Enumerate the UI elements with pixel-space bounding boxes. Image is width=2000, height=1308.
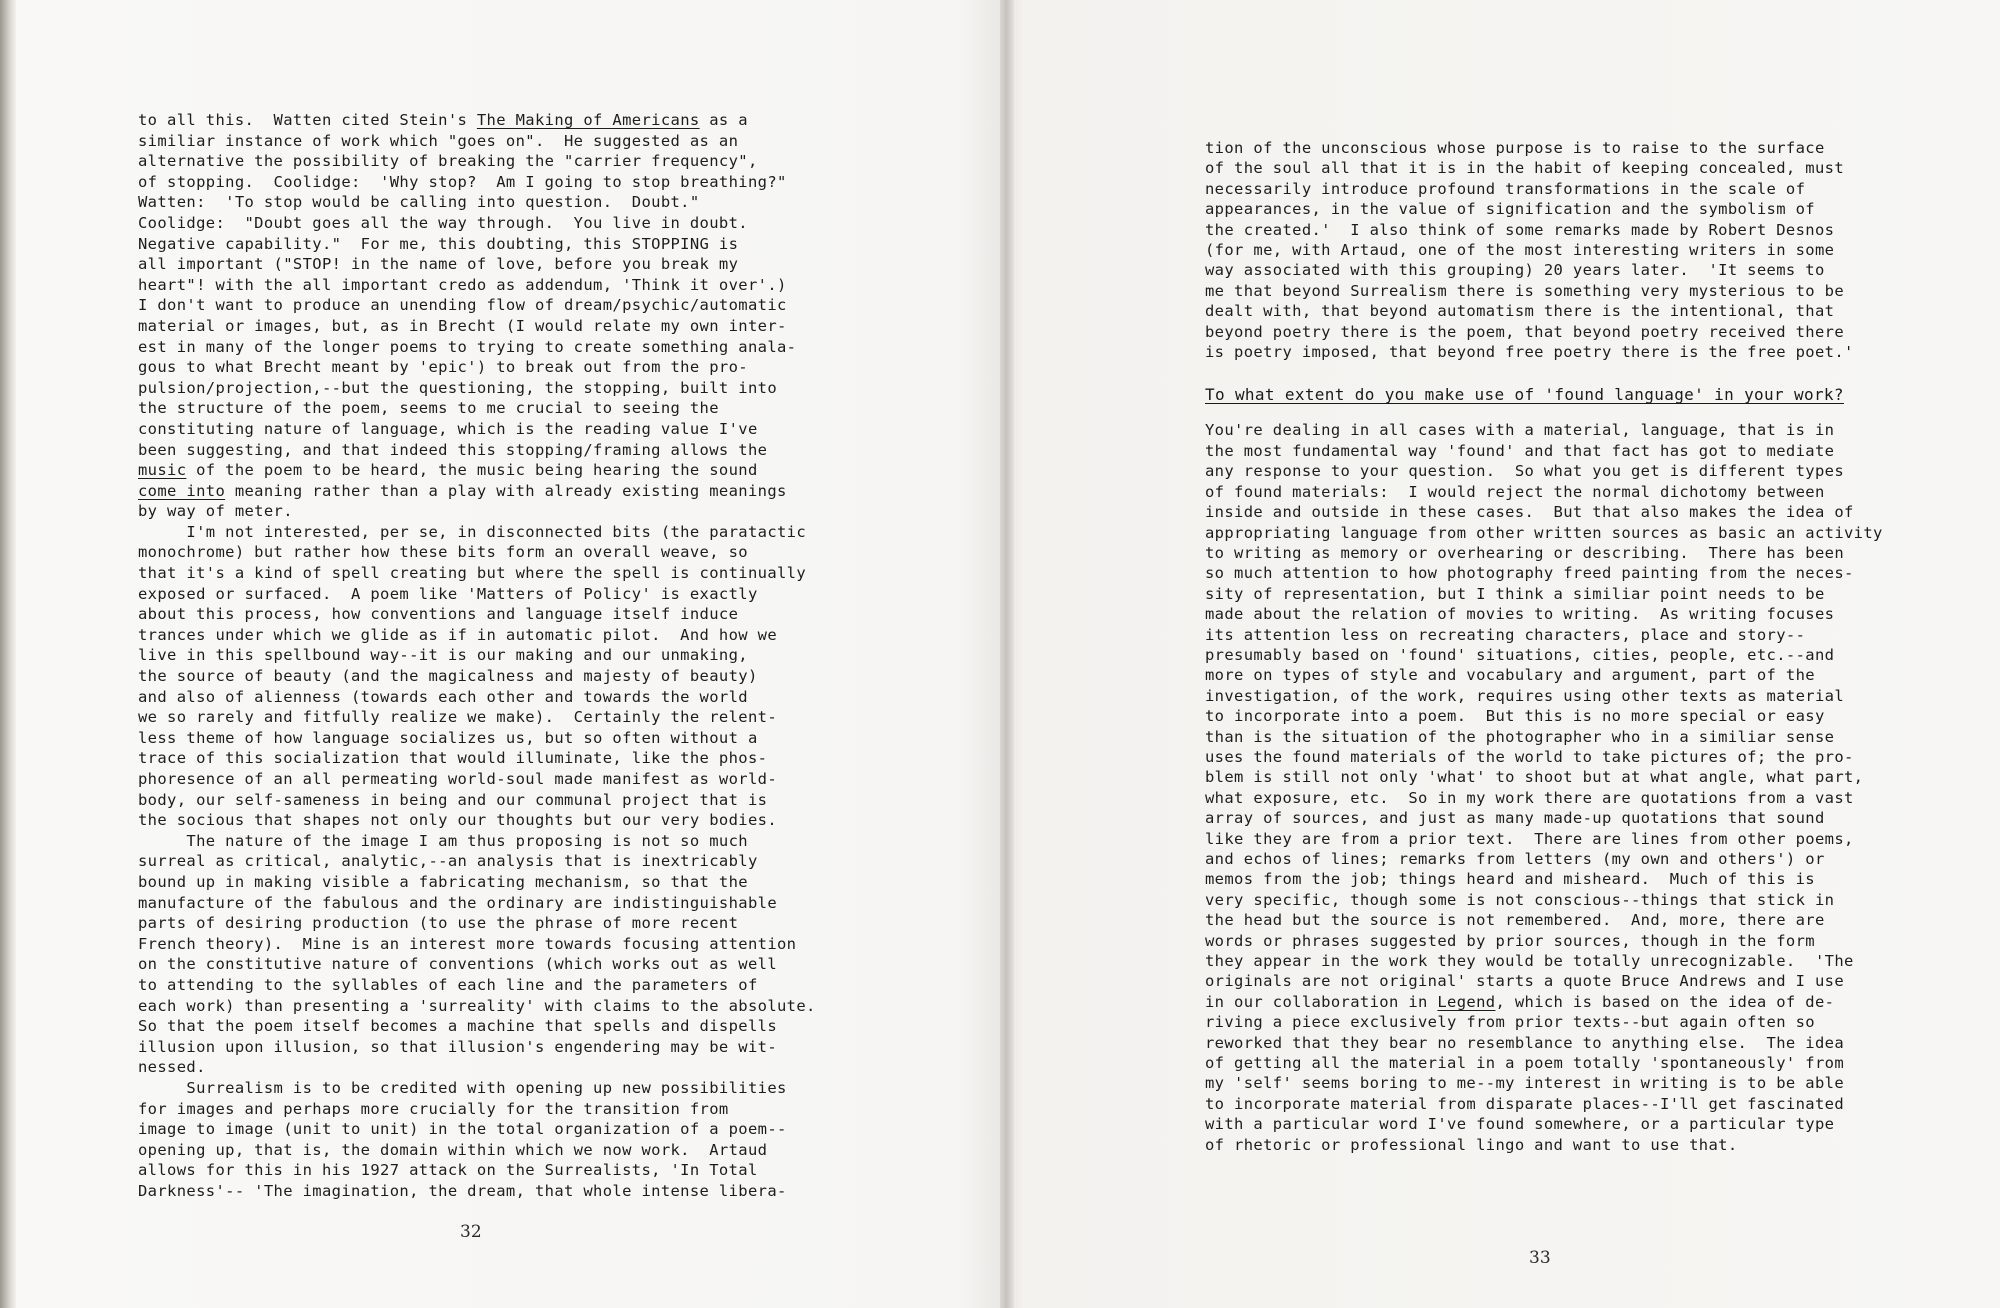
book-edge (0, 0, 16, 1308)
text-line: nessed. (138, 1058, 206, 1077)
text-line: like they are from a prior text. There are lines from other poems, (1205, 829, 1854, 848)
text-line: parts of desiring production (to use the phrase of more recent (138, 914, 739, 933)
page-number-left: 32 (460, 1222, 482, 1242)
text-line: any response to your question. So what you get is different types (1205, 462, 1844, 481)
text-line: alternative the possibility of breaking the "carrier frequency", (138, 152, 758, 171)
text-line: by way of meter. (138, 502, 293, 521)
text-line: all important ("STOP! in the name of love, before you break my (138, 255, 739, 274)
text-line: inside and outside in these cases. But that also makes the idea of (1205, 503, 1854, 522)
text-line: surreal as critical, analytic,--an analysis that is inextricably (138, 852, 758, 871)
left-page (138, 110, 858, 1201)
text-line: riving a piece exclusively from prior texts--but again often so (1205, 1013, 1815, 1032)
text-line: allows for this in his 1927 attack on the Surrealists, 'In Total (138, 1161, 758, 1180)
text-line: the head but the source is not remembered. And, more, there are (1205, 911, 1825, 930)
text-line: very specific, though some is not conscious--things that stick in (1205, 890, 1835, 909)
text-line: less theme of how language socializes us, but so often without a (138, 728, 758, 747)
text-line: est in many of the longer poems to trying to create something anala- (138, 337, 797, 356)
text-line: similiar instance of work which "goes on". He suggested as an (138, 131, 739, 150)
text-line: they appear in the work they would be totally unrecognizable. 'The (1205, 952, 1854, 971)
text-line: for images and perhaps more crucially for the transition from (138, 1099, 729, 1118)
text-line: to all this. Watten cited Stein's The Making of Americans as a (138, 111, 748, 129)
text-line: the structure of the poem, seems to me crucial to seeing the (138, 399, 719, 418)
text-line: constituting nature of language, which is the reading value I've (138, 419, 758, 438)
underlined-title: come into (138, 481, 226, 500)
text-line: investigation, of the work, requires using other texts as material (1205, 686, 1844, 705)
text-line: been suggesting, and that indeed this stopping/framing allows the (138, 440, 768, 459)
text-line: words or phrases suggested by prior sources, though in the form (1205, 931, 1815, 950)
underlined-title: The Making of Americans (476, 111, 700, 129)
text-line: reworked that they bear no resemblance to anything else. The idea (1205, 1033, 1844, 1052)
text-line: trances under which we glide as if in automatic pilot. And how we (138, 625, 777, 644)
text-line: to attending to the syllables of each line and the parameters of (138, 975, 758, 994)
text-line: so much attention to how photography freed painting from the neces- (1205, 564, 1854, 583)
underlined-title: music (138, 461, 187, 480)
text-line: on the constitutive nature of conventions (which works out as well (138, 955, 777, 974)
text-line: gous to what Brecht meant by 'epic') to break out from the pro- (138, 358, 748, 377)
text-line: to incorporate material from disparate places--I'll get fascinated (1205, 1094, 1844, 1113)
text-line: opening up, that is, the domain within which we now work. Artaud (138, 1140, 768, 1159)
text-line: is poetry imposed, that beyond free poetry there is the free poet.' (1205, 343, 1854, 362)
text-line: image to image (unit to unit) in the total organization of a poem-- (138, 1120, 787, 1139)
text-line: made about the relation of movies to writing. As writing focuses (1205, 605, 1835, 624)
text-line: more on types of style and vocabulary and argument, part of the (1205, 666, 1815, 685)
text-line: me that beyond Surrealism there is something very mysterious to be (1205, 281, 1844, 300)
text-line: of rhetoric or professional lingo and want to use that. (1205, 1135, 1738, 1154)
text-line: presumably based on 'found' situations, cities, people, etc.--and (1205, 645, 1835, 664)
text-line: exposed or surfaced. A poem like 'Matters of Policy' is exactly (138, 584, 758, 603)
text-line: the socious that shapes not only our thoughts but our very bodies. (138, 811, 777, 830)
page-number-right: 33 (1529, 1248, 1551, 1268)
text-line: body, our self-sameness in being and our communal project that is (138, 790, 768, 809)
text-line: Negative capability." For me, this doubting, this STOPPING is (138, 234, 739, 253)
text-line: blem is still not only 'what' to shoot but at what angle, what part, (1205, 768, 1864, 787)
text-line: we so rarely and fitfully realize we make). Certainly the relent- (138, 708, 777, 727)
text-line: phoresence of an all permeating world-soul made manifest as world- (138, 770, 777, 788)
text-line: to writing as memory or overhearing or describing. There has been (1205, 543, 1844, 562)
text-line: the source of beauty (and the magicalness and majesty of beauty) (138, 667, 758, 686)
text-line: Coolidge: "Doubt goes all the way through. You live in doubt. (138, 213, 748, 232)
text-line: So that the poem itself becomes a machine that spells and dispells (138, 1017, 777, 1036)
text-line: Darkness'-- 'The imagination, the dream, that whole intense libera- (138, 1181, 787, 1200)
text-line: manufacture of the fabulous and the ordinary are indistinguishable (138, 893, 777, 912)
text-line: and also of alienness (towards each other and towards the world (138, 687, 748, 706)
interview-question: To what extent do you make use of 'found language' in your work? (1205, 385, 1844, 405)
text-line: with a particular word I've found somewhere, or a particular type (1205, 1115, 1835, 1134)
text-line: dealt with, that beyond automatism there is the intentional, that (1205, 302, 1835, 321)
text-line: You're dealing in all cases with a material, language, that is in (1205, 421, 1835, 440)
text-line: illusion upon illusion, so that illusion's engendering may be wit- (138, 1037, 777, 1056)
text-line: music of the poem to be heard, the music being hearing the sound (138, 461, 758, 480)
text-line: necessarily introduce profound transformations in the scale of (1205, 179, 1806, 198)
right-page-answer (1205, 420, 1965, 1155)
text-line: live in this spellbound way--it is our making and our unmaking, (138, 646, 748, 665)
text-line: Surrealism is to be credited with opening up new possibilities (138, 1078, 787, 1097)
text-line: the created.' I also think of some remarks made by Robert Desnos (1205, 220, 1835, 239)
text-line: (for me, with Artaud, one of the most interesting writers in some (1205, 241, 1835, 260)
text-line: beyond poetry there is the poem, that beyond poetry received there (1205, 322, 1844, 341)
text-line: pulsion/projection,--but the questioning, the stopping, built into (138, 378, 777, 397)
text-line: way associated with this grouping) 20 years later. 'It seems to (1205, 261, 1825, 280)
text-line: The nature of the image I am thus proposing is not so much (138, 831, 748, 850)
text-line: French theory). Mine is an interest more towards focusing attention (138, 934, 797, 953)
text-line: sity of representation, but I think a similiar point needs to be (1205, 584, 1825, 603)
text-line: its attention less on recreating characters, place and story-- (1205, 625, 1806, 644)
text-line: my 'self' seems boring to me--my interest in writing is to be able (1205, 1074, 1844, 1093)
text-line: the most fundamental way 'found' and that fact has got to mediate (1205, 441, 1835, 460)
text-line: I don't want to produce an unending flow of dream/psychic/automatic (138, 296, 787, 315)
book-spine (1000, 0, 1014, 1308)
text-line: originals are not original' starts a quote Bruce Andrews and I use (1205, 972, 1844, 991)
text-line: appropriating language from other written sources as basic an activity (1205, 523, 1883, 542)
right-page-text-top (1205, 138, 1965, 362)
text-line: than is the situation of the photographer who in a similiar sense (1205, 727, 1835, 746)
text-line: of found materials: I would reject the normal dichotomy between (1205, 482, 1825, 501)
text-line: appearances, in the value of signification and the symbolism of (1205, 200, 1815, 219)
right-page (1205, 138, 1965, 1155)
text-line: memos from the job; things heard and misheard. Much of this is (1205, 870, 1815, 889)
text-line: in our collaboration in Legend, which is based on the idea of de- (1205, 992, 1835, 1011)
text-line: of the soul all that it is in the habit of keeping concealed, must (1205, 159, 1844, 178)
text-line: what exposure, etc. So in my work there are quotations from a vast (1205, 788, 1854, 807)
text-line: heart"! with the all important credo as addendum, 'Think it over'.) (138, 275, 787, 294)
text-line: bound up in making visible a fabricating mechanism, so that the (138, 872, 748, 891)
text-line: about this process, how conventions and language itself induce (138, 605, 739, 624)
text-line: I'm not interested, per se, in disconnected bits (the paratactic (138, 522, 807, 541)
underlined-title: Legend (1437, 992, 1496, 1011)
text-line: array of sources, and just as many made-up quotations that sound (1205, 809, 1825, 828)
text-line: material or images, but, as in Brecht (I would relate my own inter- (138, 316, 787, 335)
left-page-text (138, 110, 858, 1201)
text-line: Watten: 'To stop would be calling into question. Doubt." (138, 193, 700, 212)
text-line: and echos of lines; remarks from letters (my own and others') or (1205, 850, 1825, 868)
text-line: uses the found materials of the world to take pictures of; the pro- (1205, 747, 1854, 766)
text-line: that it's a kind of spell creating but where the spell is continually (138, 564, 807, 583)
text-line: of stopping. Coolidge: 'Why stop? Am I going to stop breathing?" (138, 172, 787, 191)
text-line: of getting all the material in a poem totally 'spontaneously' from (1205, 1054, 1844, 1073)
text-line: come into meaning rather than a play with already existing meanings (138, 481, 787, 500)
text-line: trace of this socialization that would illuminate, like the phos- (138, 749, 768, 768)
text-line: monochrome) but rather how these bits form an overall weave, so (138, 543, 748, 562)
text-line: each work) than presenting a 'surreality' with claims to the absolute. (138, 996, 816, 1015)
text-line: tion of the unconscious whose purpose is to raise to the surface (1205, 139, 1825, 157)
text-line: to incorporate into a poem. But this is no more special or easy (1205, 707, 1825, 726)
